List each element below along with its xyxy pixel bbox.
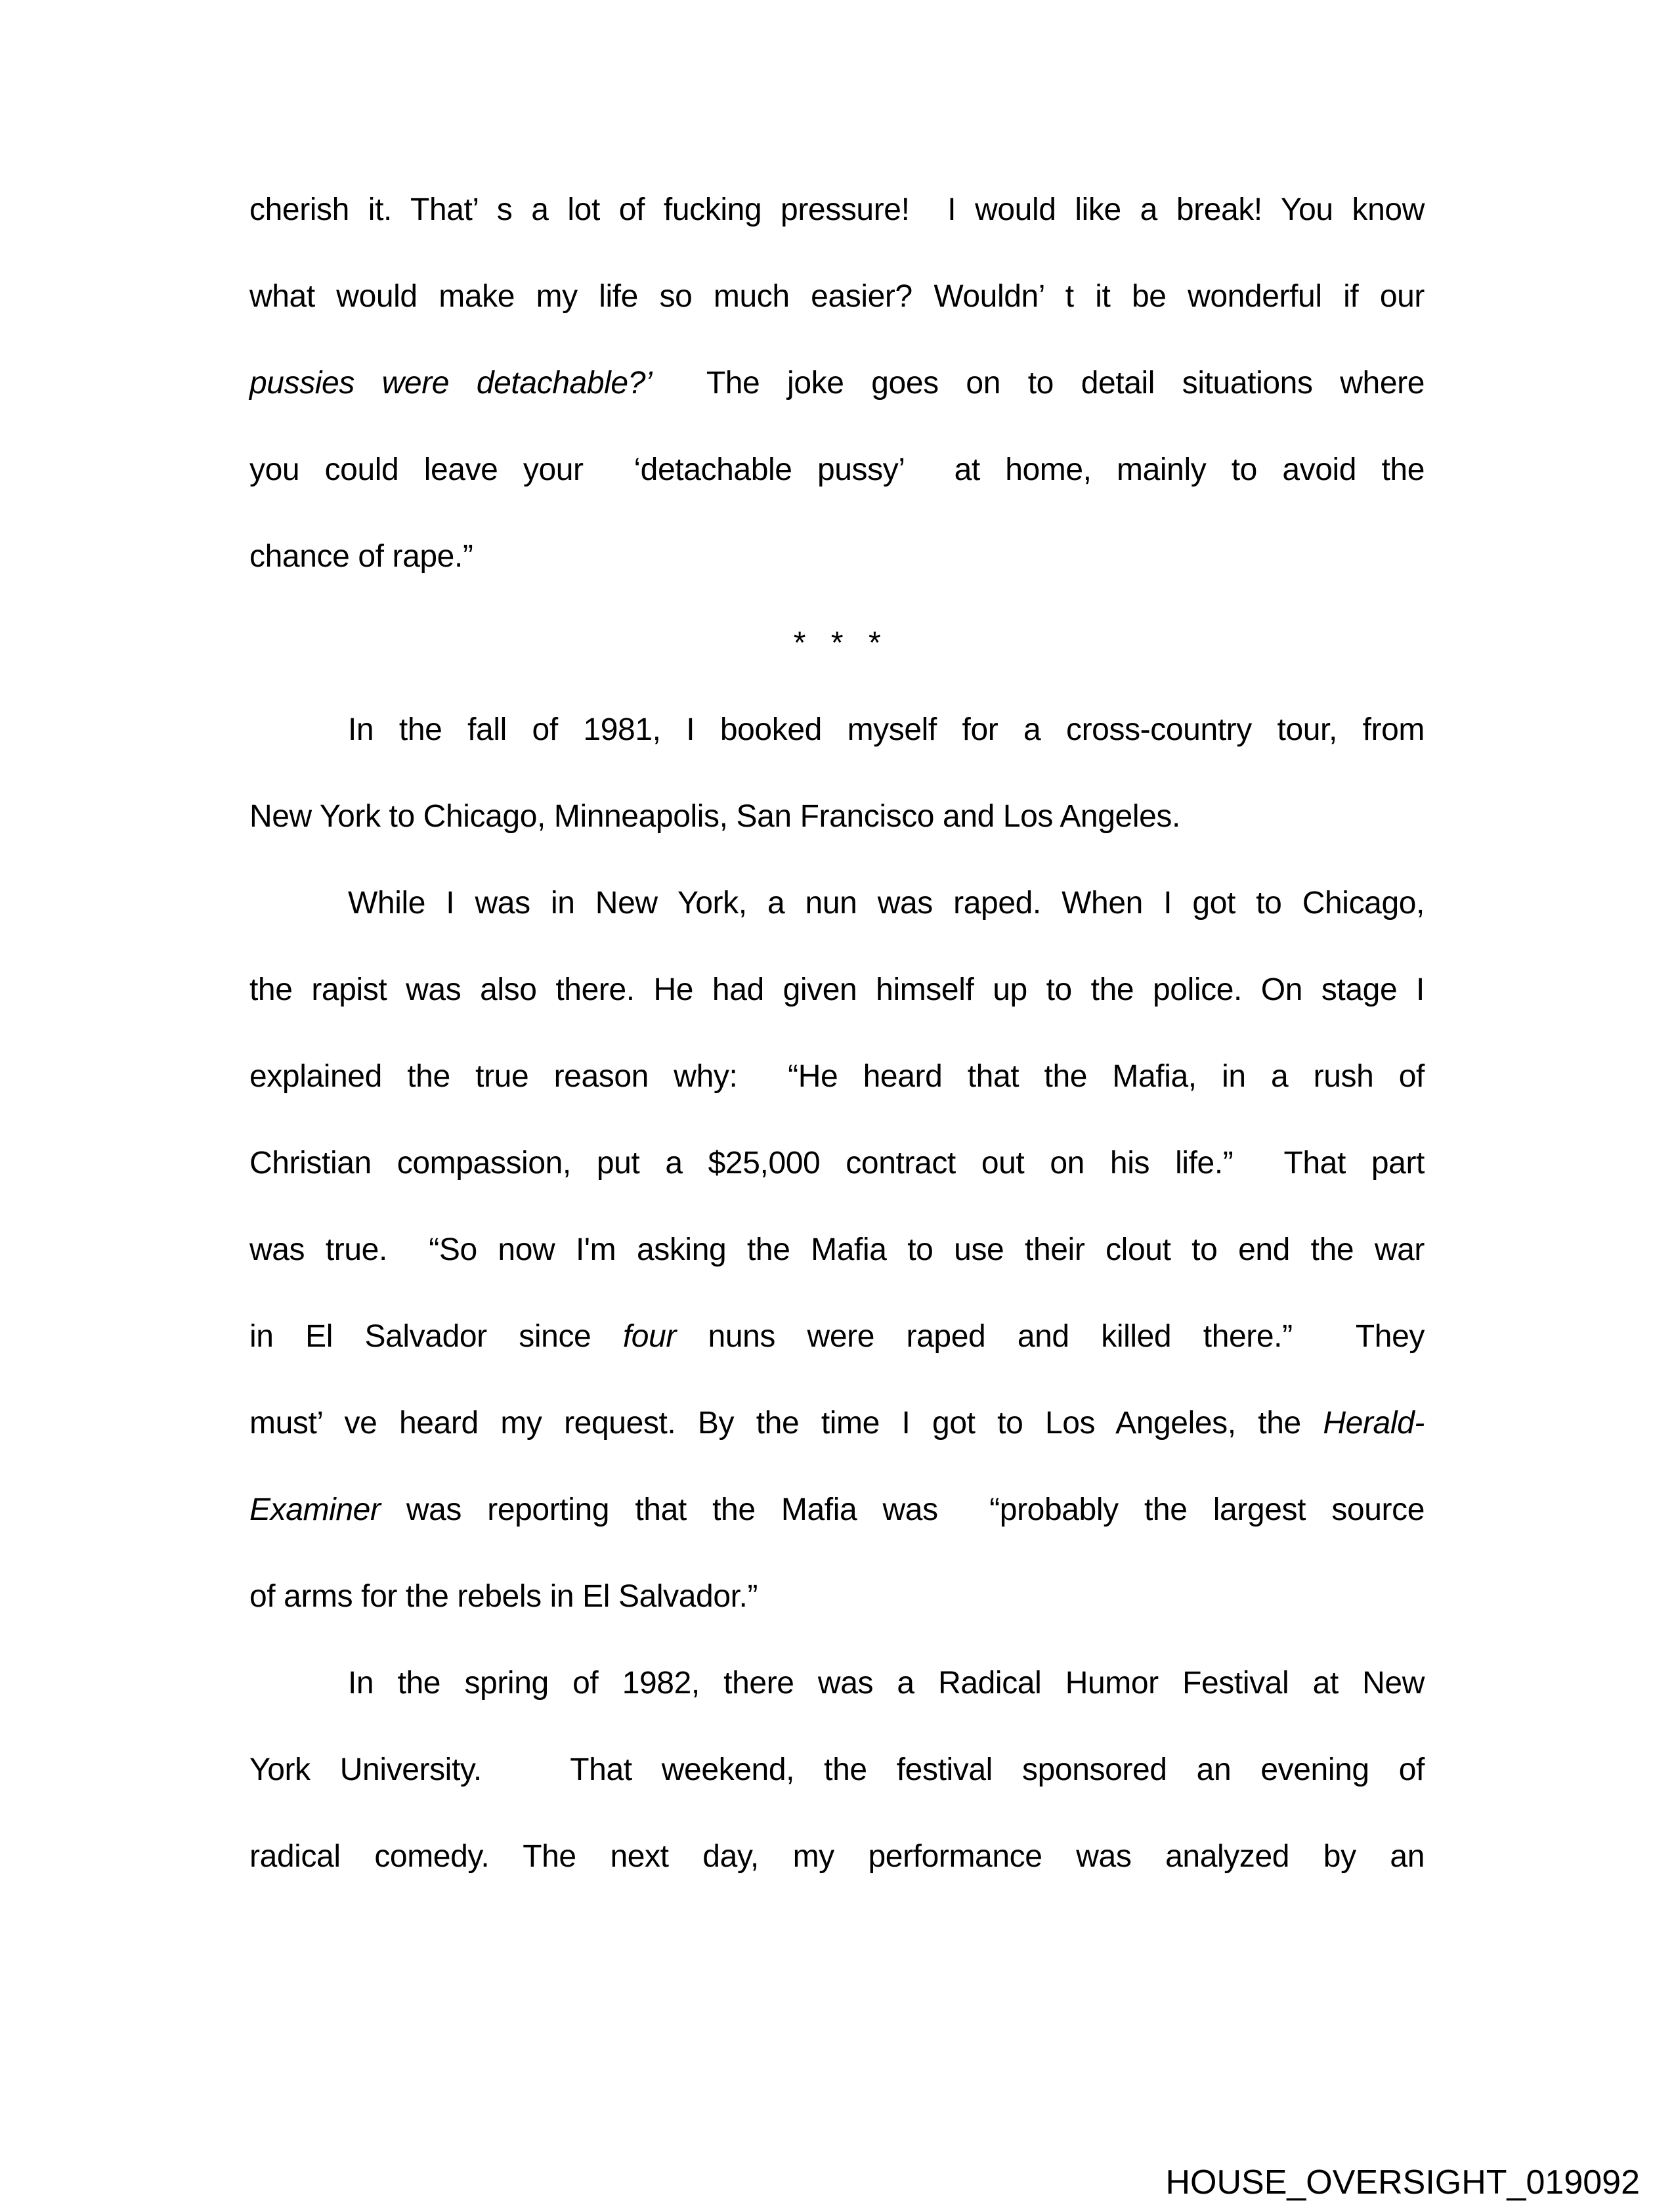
tour-paragraph [249, 687, 1425, 860]
text-line [249, 1207, 1425, 1293]
text-run: of arms for the rebels in El Salvador.” [249, 1579, 758, 1614]
italic-text-run: pussies were detachable?’ [249, 366, 653, 401]
line-content [249, 192, 1425, 227]
text-run: was reporting that the Mafia was “probably the largest source [380, 1492, 1425, 1527]
text-line [249, 1033, 1425, 1120]
text-run: nuns were raped and killed there.” They [676, 1319, 1425, 1354]
text-line [249, 1120, 1425, 1207]
line-content [348, 712, 1425, 747]
text-run: York University. That weekend, the festival sponsored an evening of [249, 1752, 1425, 1787]
line-content [249, 799, 1180, 834]
line-content [249, 1839, 1425, 1874]
italic-text-run: Herald- [1323, 1406, 1425, 1441]
line-content [249, 1406, 1425, 1441]
text-run: cherish it. That’ s a lot of fucking pressure! I would like a break! You know [249, 192, 1425, 227]
italic-text-run: Examiner [249, 1492, 381, 1527]
text-line [249, 860, 1425, 947]
festival-paragraph [249, 1640, 1425, 1900]
text-line [249, 1553, 1425, 1640]
line-content [249, 452, 1425, 487]
text-run: what would make my life so much easier? Wouldn’ t it be wonderful if our [249, 279, 1425, 314]
line-content [249, 1232, 1425, 1267]
text-run: While I was in New York, a nun was raped. When I got to Chicago, [348, 886, 1425, 921]
text-line [249, 773, 1425, 860]
line-content [249, 1146, 1425, 1181]
text-run: explained the true reason why: “He heard that the Mafia, in a rush of [249, 1059, 1425, 1094]
text-run: In the fall of 1981, I booked myself for a cross-country tour, from [348, 712, 1425, 747]
text-line [249, 1467, 1425, 1553]
text-run: In the spring of 1982, there was a Radical Humor Festival at New [348, 1666, 1425, 1701]
line-content [249, 366, 1425, 401]
document-body [249, 167, 1425, 1900]
text-line [249, 427, 1425, 513]
text-line [249, 340, 1425, 427]
bates-stamp: HOUSE_OVERSIGHT_019092 [1165, 2163, 1640, 2201]
section-separator [249, 600, 1425, 687]
line-content [249, 279, 1425, 314]
line-content [249, 1579, 758, 1614]
line-content [348, 1666, 1425, 1701]
text-run: the rapist was also there. He had given himself up to the police. On stage I [249, 972, 1425, 1007]
text-line [249, 1640, 1425, 1727]
italic-text-run: four [622, 1319, 676, 1354]
text-run: radical comedy. The next day, my performance was analyzed by an [249, 1839, 1425, 1874]
line-content [348, 886, 1425, 921]
line-content [249, 972, 1425, 1007]
continuation-paragraph [249, 167, 1425, 600]
text-run: Christian compassion, put a $25,000 contract out on his life.” That part [249, 1146, 1425, 1181]
text-line [249, 687, 1425, 773]
text-line [249, 513, 1425, 600]
text-run: in El Salvador since [249, 1319, 623, 1354]
mafia-paragraph [249, 860, 1425, 1640]
text-run: The joke goes on to detail situations where [652, 366, 1425, 401]
line-content [249, 539, 473, 574]
section-separator-line [249, 600, 1425, 687]
text-line [249, 1380, 1425, 1467]
line-content [249, 1492, 1425, 1527]
text-line [249, 1293, 1425, 1380]
text-run: chance of rape.” [249, 539, 473, 574]
line-content [794, 626, 880, 661]
line-content [249, 1319, 1425, 1354]
text-run: New York to Chicago, Minneapolis, San Francisco and Los Angeles. [249, 799, 1180, 834]
text-line [249, 253, 1425, 340]
text-run: * * * [793, 626, 881, 661]
text-line [249, 947, 1425, 1033]
line-content [249, 1752, 1425, 1787]
text-run: must’ ve heard my request. By the time I got to Los Angeles, the [249, 1406, 1323, 1441]
text-line [249, 1727, 1425, 1813]
text-line [249, 167, 1425, 253]
text-line [249, 1813, 1425, 1900]
text-run: was true. “So now I'm asking the Mafia to use their clout to end the war [249, 1232, 1425, 1267]
line-content [249, 1059, 1425, 1094]
text-run: you could leave your ‘detachable pussy’ at home, mainly to avoid the [249, 452, 1425, 487]
